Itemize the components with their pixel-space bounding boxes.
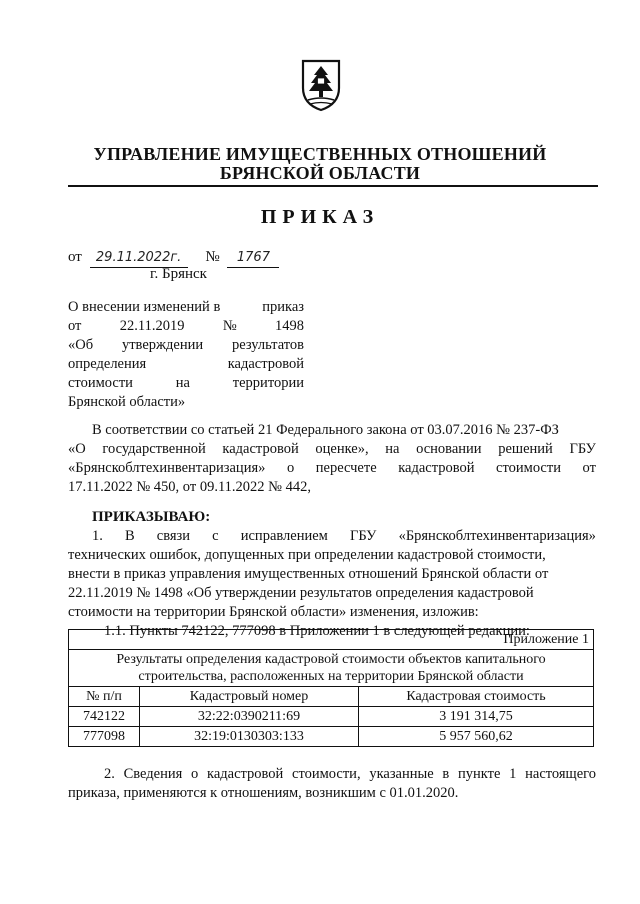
subject-line: стоимости на территории [68,375,304,391]
column-header: Кадастровая стоимость [359,687,594,707]
appendix-label: Приложение 1 [69,630,594,650]
decree-word: ПРИКАЗЫВАЮ: [92,509,211,525]
subject-line: определения кадастровой [68,356,304,372]
preamble [68,421,596,497]
document-title: ПРИКАЗ [260,206,380,228]
preamble-line: «О государственной кадастровой оценке», на основании решений ГБУ [68,441,596,457]
paragraph-1-line: 22.11.2019 № 1498 «Об утверждении результатов определения кадастровой [68,585,534,601]
preamble-line: В соответствии со статьей 21 Федерального закона от 03.07.2016 № 237-ФЗ [92,422,559,438]
table-cell: 32:22:0390211:69 [140,707,359,727]
subject-line: Брянской области» [68,394,186,410]
paragraph-2-line: 2. Сведения о кадастровой стоимости, указанные в пункте 1 настоящего [104,766,596,782]
paragraph-1-line: внести в приказ управления имущественных отношений Брянской области от [68,566,549,582]
preamble-line: 17.11.2022 № 450, от 09.11.2022 № 442, [68,479,311,495]
paragraph-2-line: приказа, применяются к отношениям, возникшим с 01.01.2020. [68,785,459,801]
appendix-caption-row [69,650,594,687]
table-cell: 742122 [69,707,140,727]
date-prefix: от [68,249,82,265]
subject-line: О внесении изменений в приказ [68,299,304,315]
column-header: Кадастровый номер [140,687,359,707]
table-row [69,707,594,727]
preamble-line: «Брянскоблтехинвентаризация» о пересчете кадастровой стоимости от [68,460,596,476]
order-date-handwritten: 29.11.2022г. [90,248,188,268]
paragraph-1-line: технических ошибок, допущенных при определении кадастровой стоимости, [68,547,546,563]
paragraph-2 [68,765,596,803]
table-row [69,727,594,747]
table-cell: 5 957 560,62 [359,727,594,747]
table-cell: 777098 [69,727,140,747]
paragraph-1-line: 1. В связи с исправлением ГБУ «Брянскоблтехинвентаризация» [92,528,596,544]
org-name-line1: УПРАВЛЕНИЕ ИМУЩЕСТВЕННЫХ ОТНОШЕНИЙ [93,144,547,164]
order-subject [68,298,304,412]
org-name-line2: БРЯНСКОЙ ОБЛАСТИ [219,163,421,183]
appendix-label-row [69,630,594,650]
appendix-table [68,629,594,747]
number-prefix: № [205,249,220,265]
paragraph-1-line: стоимости на территории Брянской области» изменения, изложив: [68,604,479,620]
bryansk-coat-of-arms-icon [300,58,342,112]
paragraph-1-1: 1.1. Пункты 742122, 777098 в Приложении 1 в следующей редакции: [104,623,530,639]
table-header-row [69,687,594,707]
table-cell: 3 191 314,75 [359,707,594,727]
table-cell: 32:19:0130303:133 [140,727,359,747]
subject-line: «Об утверждении результатов [68,337,304,353]
decree-body [68,508,596,641]
order-number-handwritten: 1767 [227,248,279,268]
order-city: г. Брянск [150,266,207,282]
appendix-caption: Результаты определения кадастровой стоимости объектов капитального строительства, расположенных на территории Брянской области [69,650,594,687]
header-divider [68,185,598,187]
column-header: № п/п [69,687,140,707]
subject-line: от 22.11.2019 № 1498 [68,318,304,334]
